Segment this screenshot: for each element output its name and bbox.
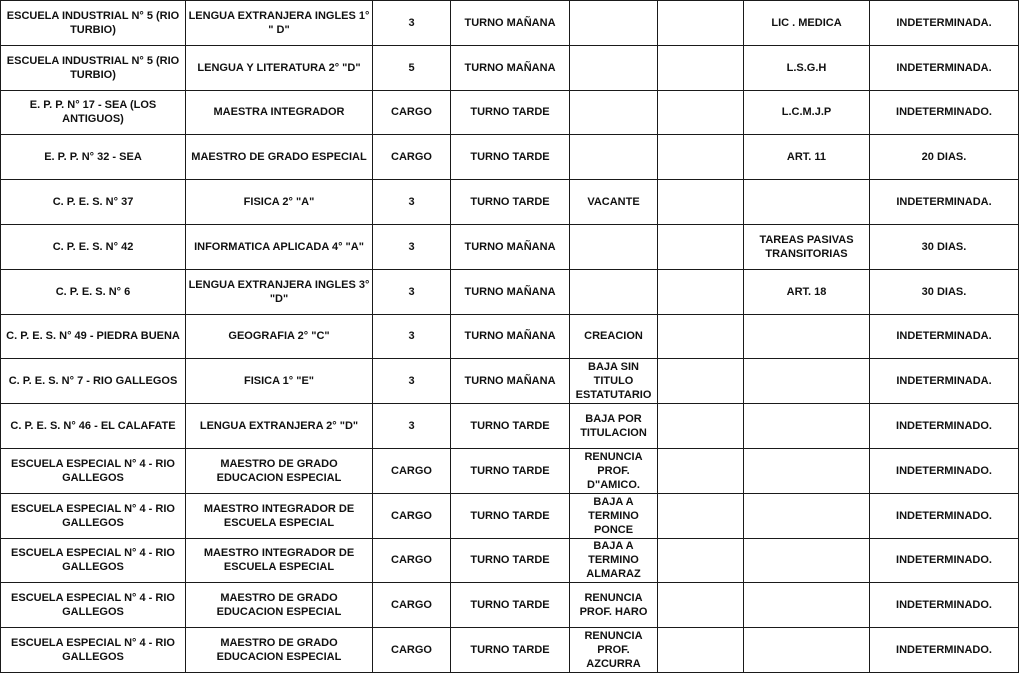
reason-cell — [570, 224, 658, 269]
reason-cell — [570, 45, 658, 90]
subject-cell: MAESTRO DE GRADO EDUCACION ESPECIAL — [186, 583, 373, 628]
school-cell: C. P. E. S. N° 7 - RIO GALLEGOS — [1, 359, 186, 404]
reason-cell: RENUNCIA PROF. HARO — [570, 583, 658, 628]
extra-cell — [658, 583, 744, 628]
subject-cell: MAESTRO INTEGRADOR DE ESCUELA ESPECIAL — [186, 493, 373, 538]
school-cell: ESCUELA ESPECIAL N° 4 - RIO GALLEGOS — [1, 538, 186, 583]
hours-cell: 3 — [373, 224, 451, 269]
leave-type-cell: ART. 11 — [744, 135, 870, 180]
reason-cell: VACANTE — [570, 180, 658, 225]
table-row — [1, 224, 1019, 269]
hours-cell: 3 — [373, 314, 451, 359]
table-body — [1, 1, 1019, 673]
shift-cell: TURNO MAÑANA — [451, 314, 570, 359]
hours-cell: 5 — [373, 45, 451, 90]
extra-cell — [658, 269, 744, 314]
duration-cell: INDETERMINADO. — [870, 628, 1019, 673]
shift-cell: TURNO MAÑANA — [451, 224, 570, 269]
table-row — [1, 404, 1019, 449]
table-row — [1, 90, 1019, 135]
extra-cell — [658, 90, 744, 135]
hours-cell: CARGO — [373, 448, 451, 493]
extra-cell — [658, 314, 744, 359]
hours-cell: 3 — [373, 404, 451, 449]
leave-type-cell — [744, 314, 870, 359]
reason-cell — [570, 135, 658, 180]
school-cell: E. P. P. N° 17 - SEA (LOS ANTIGUOS) — [1, 90, 186, 135]
school-cell: ESCUELA INDUSTRIAL N° 5 (RIO TURBIO) — [1, 1, 186, 46]
table-row — [1, 359, 1019, 404]
reason-cell: BAJA POR TITULACION — [570, 404, 658, 449]
extra-cell — [658, 135, 744, 180]
leave-type-cell — [744, 538, 870, 583]
subject-cell: LENGUA EXTRANJERA INGLES 3° "D" — [186, 269, 373, 314]
leave-type-cell: LIC . MEDICA — [744, 1, 870, 46]
table-row — [1, 538, 1019, 583]
subject-cell: GEOGRAFIA 2° "C" — [186, 314, 373, 359]
subject-cell: MAESTRO DE GRADO EDUCACION ESPECIAL — [186, 628, 373, 673]
shift-cell: TURNO TARDE — [451, 493, 570, 538]
table-row — [1, 180, 1019, 225]
hours-cell: CARGO — [373, 628, 451, 673]
leave-type-cell — [744, 583, 870, 628]
hours-cell: CARGO — [373, 493, 451, 538]
reason-cell: RENUNCIA PROF. AZCURRA — [570, 628, 658, 673]
school-cell: C. P. E. S. N° 42 — [1, 224, 186, 269]
school-cell: ESCUELA ESPECIAL N° 4 - RIO GALLEGOS — [1, 628, 186, 673]
shift-cell: TURNO MAÑANA — [451, 359, 570, 404]
extra-cell — [658, 224, 744, 269]
extra-cell — [658, 404, 744, 449]
subject-cell: LENGUA EXTRANJERA 2° "D" — [186, 404, 373, 449]
duration-cell: INDETERMINADO. — [870, 90, 1019, 135]
shift-cell: TURNO TARDE — [451, 90, 570, 135]
duration-cell: INDETERMINADO. — [870, 493, 1019, 538]
duration-cell: INDETERMINADA. — [870, 359, 1019, 404]
subject-cell: INFORMATICA APLICADA 4° "A" — [186, 224, 373, 269]
extra-cell — [658, 45, 744, 90]
reason-cell: BAJA A TERMINO ALMARAZ — [570, 538, 658, 583]
duration-cell: INDETERMINADO. — [870, 583, 1019, 628]
leave-type-cell — [744, 404, 870, 449]
reason-cell: BAJA A TERMINO PONCE — [570, 493, 658, 538]
extra-cell — [658, 1, 744, 46]
duration-cell: 30 DIAS. — [870, 224, 1019, 269]
hours-cell: CARGO — [373, 90, 451, 135]
leave-type-cell — [744, 180, 870, 225]
school-cell: ESCUELA ESPECIAL N° 4 - RIO GALLEGOS — [1, 583, 186, 628]
shift-cell: TURNO TARDE — [451, 135, 570, 180]
extra-cell — [658, 538, 744, 583]
table-row — [1, 314, 1019, 359]
table-row — [1, 628, 1019, 673]
shift-cell: TURNO MAÑANA — [451, 1, 570, 46]
subject-cell: MAESTRA INTEGRADOR — [186, 90, 373, 135]
school-cell: C. P. E. S. N° 6 — [1, 269, 186, 314]
subject-cell: FISICA 1° "E" — [186, 359, 373, 404]
leave-type-cell: TAREAS PASIVAS TRANSITORIAS — [744, 224, 870, 269]
reason-cell: CREACION — [570, 314, 658, 359]
duration-cell: INDETERMINADO. — [870, 404, 1019, 449]
duration-cell: 30 DIAS. — [870, 269, 1019, 314]
subject-cell: LENGUA EXTRANJERA INGLES 1° " D" — [186, 1, 373, 46]
leave-type-cell: ART. 18 — [744, 269, 870, 314]
school-cell: C. P. E. S. N° 46 - EL CALAFATE — [1, 404, 186, 449]
hours-cell: CARGO — [373, 135, 451, 180]
extra-cell — [658, 448, 744, 493]
hours-cell: 3 — [373, 359, 451, 404]
duration-cell: INDETERMINADA. — [870, 45, 1019, 90]
shift-cell: TURNO TARDE — [451, 628, 570, 673]
hours-cell: 3 — [373, 1, 451, 46]
shift-cell: TURNO MAÑANA — [451, 45, 570, 90]
subject-cell: FISICA 2° "A" — [186, 180, 373, 225]
table-row — [1, 583, 1019, 628]
hours-cell: 3 — [373, 180, 451, 225]
duration-cell: INDETERMINADO. — [870, 538, 1019, 583]
school-cell: ESCUELA ESPECIAL N° 4 - RIO GALLEGOS — [1, 493, 186, 538]
duration-cell: INDETERMINADA. — [870, 180, 1019, 225]
hours-cell: CARGO — [373, 538, 451, 583]
leave-type-cell — [744, 493, 870, 538]
duration-cell: INDETERMINADA. — [870, 314, 1019, 359]
subject-cell: LENGUA Y LITERATURA 2° "D" — [186, 45, 373, 90]
table-row — [1, 493, 1019, 538]
reason-cell — [570, 1, 658, 46]
extra-cell — [658, 359, 744, 404]
reason-cell: BAJA SIN TITULO ESTATUTARIO — [570, 359, 658, 404]
leave-type-cell — [744, 628, 870, 673]
leave-type-cell — [744, 448, 870, 493]
subject-cell: MAESTRO INTEGRADOR DE ESCUELA ESPECIAL — [186, 538, 373, 583]
table-row — [1, 448, 1019, 493]
reason-cell: RENUNCIA PROF. D"AMICO. — [570, 448, 658, 493]
shift-cell: TURNO MAÑANA — [451, 269, 570, 314]
leave-type-cell: L.C.M.J.P — [744, 90, 870, 135]
hours-cell: CARGO — [373, 583, 451, 628]
duration-cell: INDETERMINADO. — [870, 448, 1019, 493]
school-cell: E. P. P. N° 32 - SEA — [1, 135, 186, 180]
table-row — [1, 45, 1019, 90]
shift-cell: TURNO TARDE — [451, 448, 570, 493]
shift-cell: TURNO TARDE — [451, 583, 570, 628]
subject-cell: MAESTRO DE GRADO ESPECIAL — [186, 135, 373, 180]
school-cell: C. P. E. S. N° 49 - PIEDRA BUENA — [1, 314, 186, 359]
shift-cell: TURNO TARDE — [451, 180, 570, 225]
duration-cell: INDETERMINADA. — [870, 1, 1019, 46]
extra-cell — [658, 493, 744, 538]
leave-type-cell — [744, 359, 870, 404]
hours-cell: 3 — [373, 269, 451, 314]
shift-cell: TURNO TARDE — [451, 538, 570, 583]
table-row — [1, 1, 1019, 46]
extra-cell — [658, 628, 744, 673]
school-cell: C. P. E. S. N° 37 — [1, 180, 186, 225]
subject-cell: MAESTRO DE GRADO EDUCACION ESPECIAL — [186, 448, 373, 493]
table-row — [1, 135, 1019, 180]
school-cell: ESCUELA INDUSTRIAL N° 5 (RIO TURBIO) — [1, 45, 186, 90]
reason-cell — [570, 269, 658, 314]
duration-cell: 20 DIAS. — [870, 135, 1019, 180]
school-cell: ESCUELA ESPECIAL N° 4 - RIO GALLEGOS — [1, 448, 186, 493]
shift-cell: TURNO TARDE — [451, 404, 570, 449]
extra-cell — [658, 180, 744, 225]
table-row — [1, 269, 1019, 314]
reason-cell — [570, 90, 658, 135]
leave-type-cell: L.S.G.H — [744, 45, 870, 90]
